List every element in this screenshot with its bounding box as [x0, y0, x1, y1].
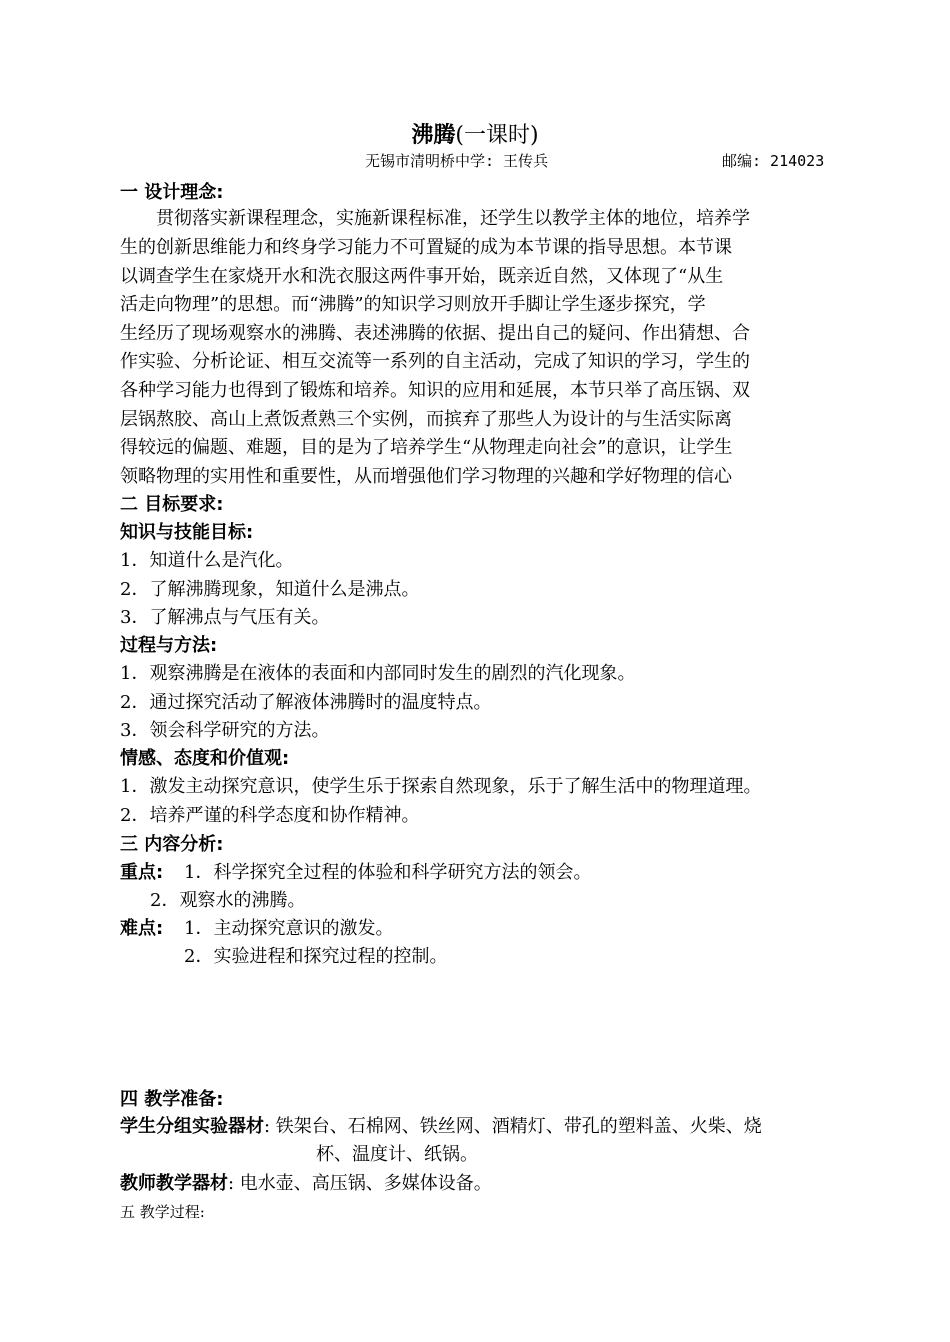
key-point-item: 1．科学探究全过程的体验和科学研究方法的领会。	[184, 862, 592, 883]
section-2-heading: 二 目标要求:	[120, 494, 224, 515]
difficult-points-label: 难点:	[120, 918, 164, 939]
section-5-heading: 五 教学过程:	[120, 1203, 205, 1221]
key-point-item: 2．观察水的沸腾。	[150, 890, 306, 911]
knowledge-item: 2．了解沸腾现象，知道什么是沸点。	[120, 579, 420, 600]
emotion-item: 2．培养严谨的科学态度和协作精神。	[120, 805, 420, 826]
title-suffix: (一课时)	[455, 123, 539, 148]
knowledge-item: 3．了解沸点与气压有关。	[120, 607, 330, 628]
s1-line: 作实验、分析论证、相互交流等一系列的自主活动，完成了知识的学习，学生的	[120, 351, 750, 372]
section-1-heading: 一 设计理念:	[120, 182, 224, 203]
teacher-equipment-label: 教师教学器材	[120, 1173, 228, 1194]
emotion-goals-title: 情感、态度和价值观:	[120, 748, 290, 769]
emotion-item: 1．激发主动探究意识，使学生乐于探索自然现象，乐于了解生活中的物理道理。	[120, 776, 762, 797]
student-equipment-label: 学生分组实验器材	[120, 1116, 264, 1137]
student-equipment-cont: 杯、温度计、纸锅。	[316, 1144, 478, 1165]
section-4-heading: 四 教学准备:	[120, 1089, 224, 1110]
process-item: 3．领会科学研究的方法。	[120, 720, 330, 741]
postcode-line: 邮编: 214023	[722, 152, 825, 170]
s1-line: 生经历了现场观察水的沸腾、表述沸腾的依据、提出自己的疑问、作出猜想、合	[120, 323, 750, 344]
s1-line: 贯彻落实新课程理念，实施新课程标准，还学生以教学主体的地位，培养学	[120, 208, 750, 229]
knowledge-item: 1．知道什么是汽化。	[120, 550, 294, 571]
student-equipment-line	[120, 1112, 762, 1138]
s1-line: 以调查学生在家烧开水和洗衣服这两件事开始，既亲近自然，又体现了“从生	[120, 266, 724, 287]
difficult-point-item: 1．主动探究意识的激发。	[184, 918, 394, 939]
s1-line: 层锅熬胶、高山上煮饭煮熟三个实例，而摈弃了那些人为设计的与生活实际离	[120, 409, 732, 430]
page-title	[0, 118, 950, 149]
title-main: 沸腾	[411, 122, 456, 148]
process-item: 2．通过探究活动了解液体沸腾时的温度特点。	[120, 692, 492, 713]
s1-line: 得较远的偏题、难题，目的是为了培养学生“从物理走向社会”的意识，让学生	[120, 437, 733, 458]
teacher-equipment-text: : 电水壶、高压锅、多媒体设备。	[228, 1173, 492, 1194]
section-3-heading: 三 内容分析:	[120, 834, 224, 855]
process-goals-title: 过程与方法:	[120, 635, 218, 656]
knowledge-goals-title: 知识与技能目标:	[120, 522, 254, 543]
key-points-label: 重点:	[120, 862, 164, 883]
s1-line: 领略物理的实用性和重要性，从而增强他们学习物理的兴趣和学好物理的信心	[120, 466, 732, 487]
process-item: 1．观察沸腾是在液体的表面和内部同时发生的剧烈的汽化现象。	[120, 663, 636, 684]
difficult-point-item: 2．实验进程和探究过程的控制。	[184, 946, 448, 967]
s1-line: 各种学习能力也得到了锻炼和培养。知识的应用和延展，本节只举了高压锅、双	[120, 380, 750, 401]
s1-line: 生的创新思维能力和终身学习能力不可置疑的成为本节课的指导思想。本节课	[120, 237, 732, 258]
teacher-equipment-line	[120, 1169, 492, 1195]
s1-line: 活走向物理”的思想。而“沸腾”的知识学习则放开手脚让学生逐步探究，学	[120, 294, 706, 315]
author-line: 无锡市清明桥中学: 王传兵	[365, 152, 549, 170]
student-equipment-text: : 铁架台、石棉网、铁丝网、酒精灯、带孔的塑料盖、火柴、烧	[264, 1116, 762, 1137]
